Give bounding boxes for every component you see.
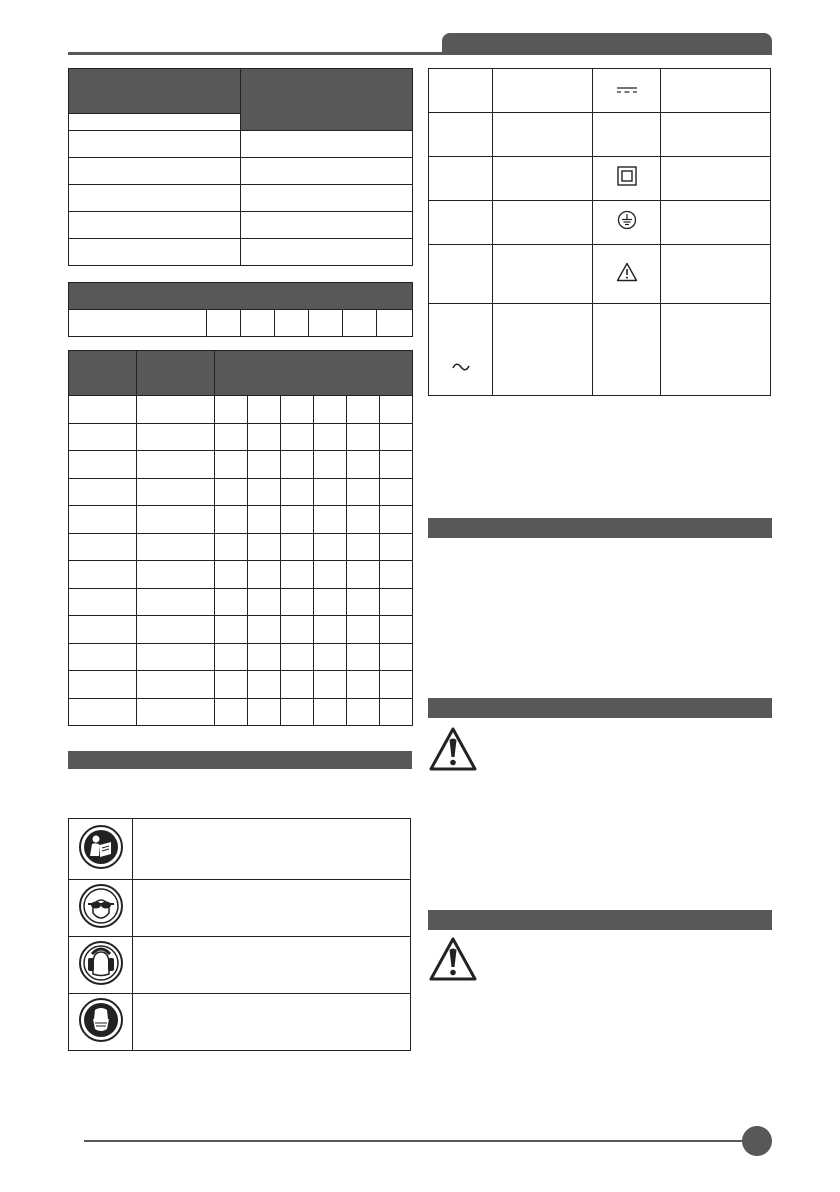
ac-current-icon [452,362,470,372]
table-row [69,239,413,266]
table-row [69,451,413,479]
table-row [69,310,413,337]
table-row [69,396,413,424]
safety-symbols-table [68,818,411,1051]
table-row [69,533,413,561]
table-row [69,616,413,644]
section-bar-2 [428,698,772,718]
table-row [69,671,413,699]
table-row [69,478,413,506]
dust-mask-icon [78,997,124,1043]
read-manual-icon [78,824,124,870]
table-row [69,131,413,158]
spec-table [68,68,413,266]
section-bar-3 [428,910,772,930]
table-row [69,561,413,589]
ear-protection-icon [78,940,124,986]
table-row [69,506,413,534]
electrical-symbols-table [428,68,771,396]
table-row [69,423,413,451]
table-row [429,304,771,396]
table-row [69,698,413,726]
table-row [69,588,413,616]
eye-protection-icon [78,883,124,929]
warning-icon [428,936,478,982]
table-row [429,245,771,304]
bar-table [68,282,413,337]
grid-table [68,350,413,726]
earth-ground-icon [617,210,637,230]
table-row [429,201,771,245]
section-bar-1 [428,518,772,538]
dc-current-icon [616,85,638,95]
table-row [429,69,771,113]
page-number-badge [742,1126,772,1156]
table-row [69,880,411,937]
table-row [69,185,413,212]
header-tab [442,33,772,55]
table-row [69,212,413,239]
table-row [69,158,413,185]
table-row [69,937,411,994]
warning-icon [428,726,478,772]
table-row [69,994,411,1051]
table-row [69,643,413,671]
table-row [429,157,771,201]
section-bar-symbols [68,751,412,769]
double-insulation-icon [617,166,637,186]
table-row [69,819,411,880]
footer-rule [84,1140,744,1142]
table-row [429,113,771,157]
warning-triangle-icon [616,262,638,282]
